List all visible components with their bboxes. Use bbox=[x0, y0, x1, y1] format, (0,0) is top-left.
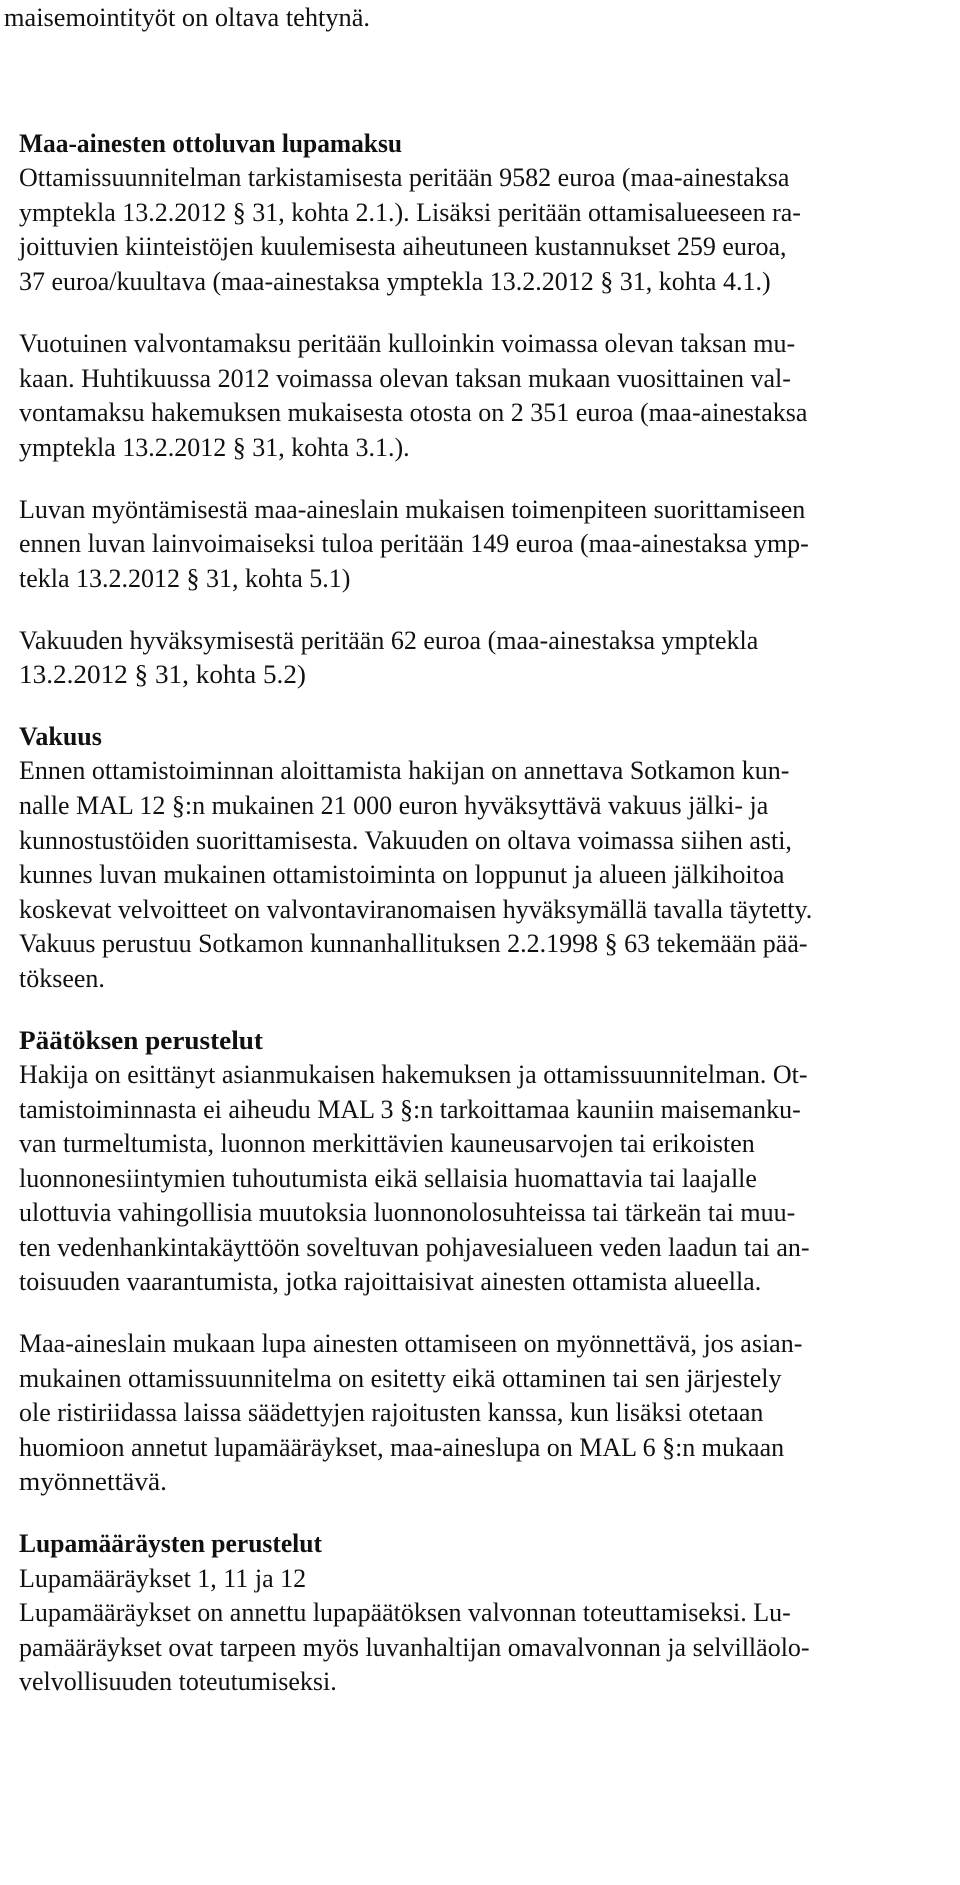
body-text-line: joittuvien kiinteistöjen kuulemisesta aiheutuneen kustannukset 259 euroa, bbox=[19, 232, 787, 261]
body-text-line: 37 euroa/kuultava (maa-ainestaksa ymptekla 13.2.2012 § 31, kohta 4.1.) bbox=[19, 267, 771, 296]
body-text-line: kunnostustöiden suorittamisesta. Vakuuden on oltava voimassa siihen asti, bbox=[19, 826, 792, 855]
body-text-line: Luvan myöntämisestä maa-aineslain mukaisen toimenpiteen suorittamiseen bbox=[19, 495, 806, 524]
body-text-line: tekla 13.2.2012 § 31, kohta 5.1) bbox=[19, 564, 351, 593]
body-text-line: Hakija on esittänyt asianmukaisen hakemuksen ja ottamissuunnitelman. Ot- bbox=[19, 1060, 808, 1089]
section-heading: Päätöksen perustelut bbox=[19, 1026, 263, 1055]
body-text-line: mukainen ottamissuunnitelma on esitetty eikä ottaminen tai sen järjestely bbox=[19, 1364, 782, 1393]
body-text-line: kunnes luvan mukainen ottamistoiminta on loppunut ja alueen jälkihoitoa bbox=[19, 860, 785, 889]
body-text-line: Vakuus perustuu Sotkamon kunnanhallituksen 2.2.1998 § 63 tekemään pää- bbox=[19, 929, 808, 958]
body-text-line: Lupamääräykset 1, 11 ja 12 bbox=[19, 1564, 307, 1593]
body-text-line: van turmeltumista, luonnon merkittävien kauneusarvojen tai erikoisten bbox=[19, 1129, 755, 1158]
body-text-line: Vuotuinen valvontamaksu peritään kulloinkin voimassa olevan taksan mu- bbox=[19, 329, 796, 358]
body-text-line: Lupamääräykset on annettu lupapäätöksen valvonnan toteuttamiseksi. Lu- bbox=[19, 1598, 791, 1627]
section-heading: Lupamääräysten perustelut bbox=[19, 1529, 323, 1558]
body-text-line: pamääräykset ovat tarpeen myös luvanhaltijan omavalvonnan ja selvilläolo- bbox=[19, 1633, 810, 1662]
body-text-line: vontamaksu hakemuksen mukaisesta otosta on 2 351 euroa (maa-ainestaksa bbox=[19, 398, 808, 427]
body-text-line: ole ristiriidassa laissa säädettyjen rajoitusten kanssa, kun lisäksi otetaan bbox=[19, 1398, 764, 1427]
body-text-line: Maa-aineslain mukaan lupa ainesten ottamiseen on myönnettävä, jos asian- bbox=[19, 1329, 803, 1358]
body-text-line: ten vedenhankintakäyttöön soveltuvan pohjavesialueen veden laadun tai an- bbox=[19, 1233, 810, 1262]
body-text-line: nalle MAL 12 §:n mukainen 21 000 euron hyväksyttävä vakuus jälki- ja bbox=[19, 791, 769, 820]
body-text-line: velvollisuuden toteutumiseksi. bbox=[19, 1667, 337, 1696]
body-text-line: ennen luvan lainvoimaiseksi tuloa peritään 149 euroa (maa-ainestaksa ymp- bbox=[19, 529, 809, 558]
body-text-line: toisuuden vaarantumista, jotka rajoittaisivat ainesten ottamista alueella. bbox=[19, 1267, 762, 1296]
body-text-line: ymptekla 13.2.2012 § 31, kohta 3.1.). bbox=[19, 433, 410, 462]
body-text-line: 13.2.2012 § 31, kohta 5.2) bbox=[19, 660, 306, 689]
body-text-line: ymptekla 13.2.2012 § 31, kohta 2.1.). Lisäksi peritään ottamisalueeseen ra- bbox=[19, 198, 801, 227]
body-text-line: luonnonesiintymien tuhoutumista eikä sellaisia huomattavia tai laajalle bbox=[19, 1164, 757, 1193]
body-text-line: huomioon annetut lupamääräykset, maa-aineslupa on MAL 6 §:n mukaan bbox=[19, 1433, 785, 1462]
section-heading: Maa-ainesten ottoluvan lupamaksu bbox=[19, 129, 403, 158]
body-text-line: tamistoiminnasta ei aiheudu MAL 3 §:n tarkoittamaa kauniin maisemanku- bbox=[19, 1095, 801, 1124]
body-text-line: tökseen. bbox=[19, 964, 105, 993]
body-text-line: koskevat velvoitteet on valvontaviranomaisen hyväksymällä tavalla täytetty. bbox=[19, 895, 813, 924]
body-text-line: kaan. Huhtikuussa 2012 voimassa olevan taksan mukaan vuosittainen val- bbox=[19, 364, 791, 393]
body-text-line: maisemointityöt on oltava tehtynä. bbox=[4, 3, 370, 32]
body-text-line: Vakuuden hyväksymisestä peritään 62 euroa (maa-ainestaksa ymptekla bbox=[19, 626, 759, 655]
body-text-line: Ennen ottamistoiminnan aloittamista hakijan on annettava Sotkamon kun- bbox=[19, 756, 790, 785]
body-text-line: Ottamissuunnitelman tarkistamisesta peritään 9582 euroa (maa-ainestaksa bbox=[19, 163, 790, 192]
body-text-line: myönnettävä. bbox=[19, 1467, 168, 1496]
body-text-line: ulottuvia vahingollisia muutoksia luonnonolosuhteissa tai tärkeän tai muu- bbox=[19, 1198, 796, 1227]
section-heading: Vakuus bbox=[19, 722, 102, 751]
